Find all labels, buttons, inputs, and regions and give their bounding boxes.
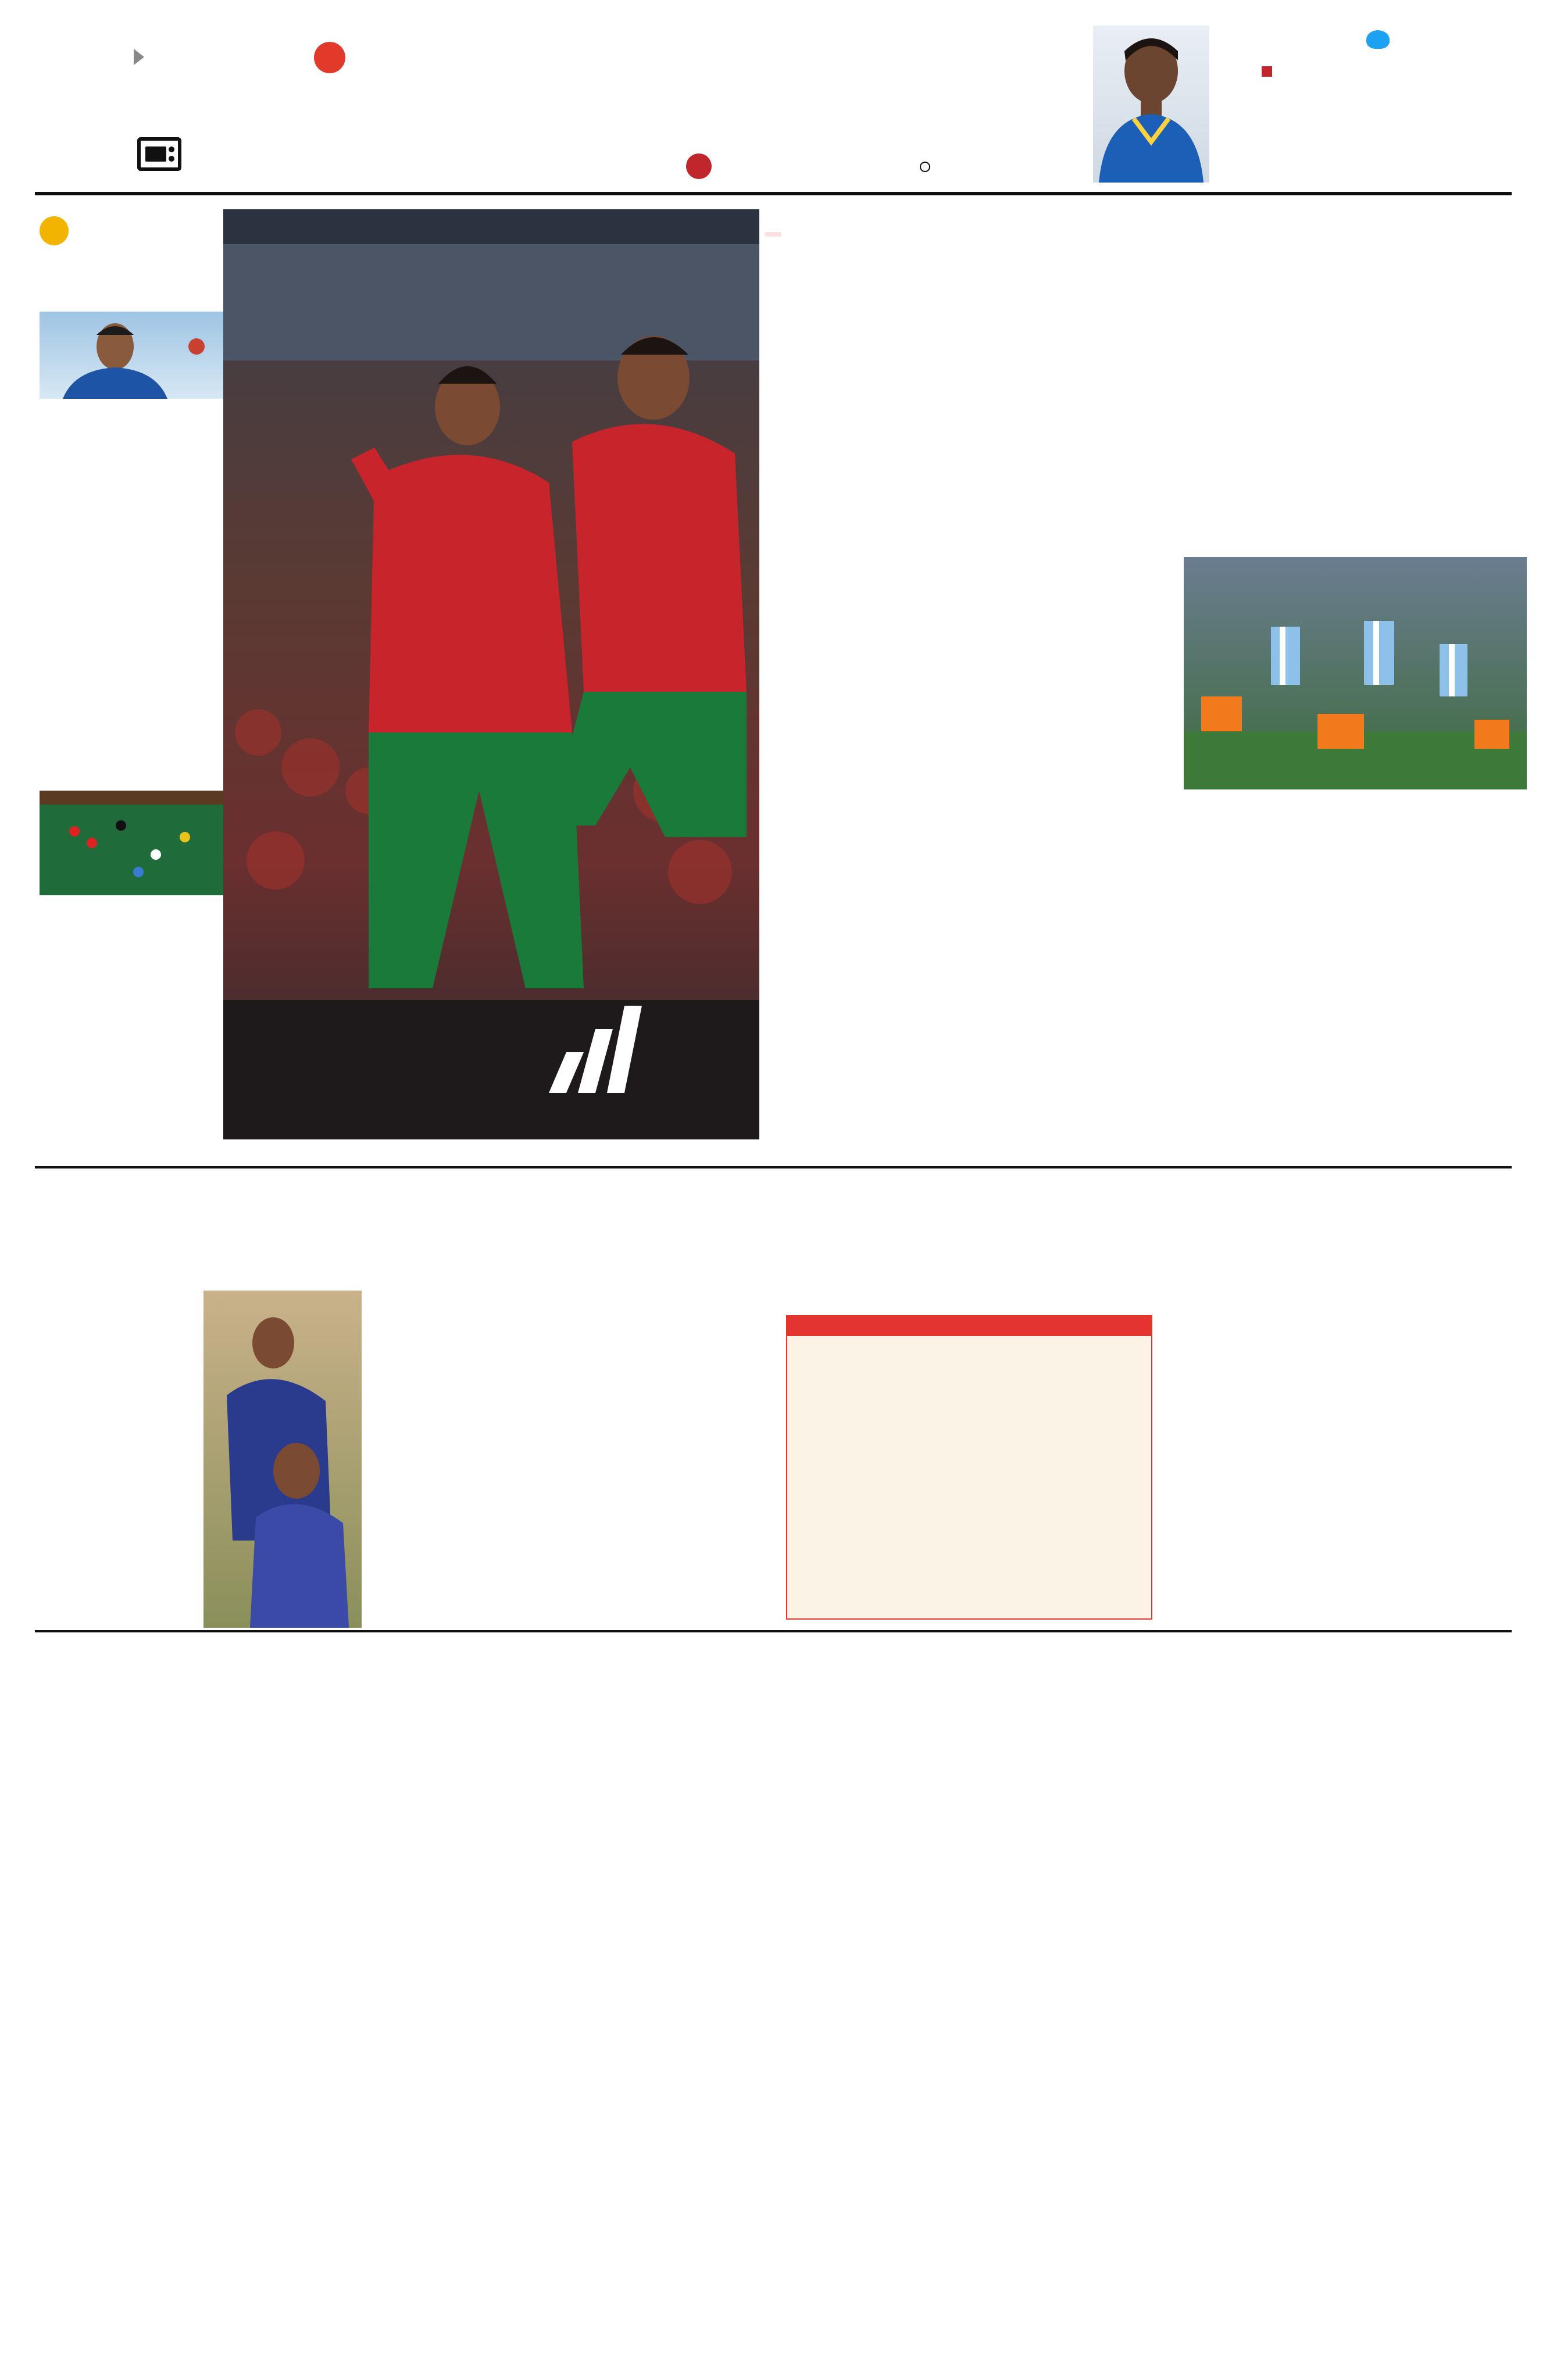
masthead-strip	[517, 157, 1076, 181]
brief-logo-s	[40, 216, 69, 245]
masthead-rule	[35, 192, 1512, 195]
fifa-body	[993, 489, 1162, 1152]
fifa-kicker-label	[765, 232, 781, 237]
brief-story1-body	[40, 406, 227, 720]
odi-body-2	[369, 1295, 533, 1621]
tv-icon	[137, 137, 181, 171]
tweet-block	[1262, 30, 1535, 187]
section-rule-1	[35, 1166, 1512, 1168]
scoreboard-title	[787, 1316, 1151, 1336]
odi-body-1	[36, 1337, 198, 1622]
wrestling-body-1	[603, 1723, 772, 1956]
ishan-kohli-photo	[203, 1291, 362, 1628]
wushu-body-2	[1351, 1295, 1523, 1622]
argentina-body-right	[1360, 831, 1526, 1148]
brief-story2-body	[40, 902, 227, 1193]
twitter-icon	[1366, 30, 1390, 49]
argentina-body-left	[1184, 874, 1349, 1148]
argentina-celebration-photo	[1184, 557, 1527, 789]
vs-badge	[314, 42, 345, 73]
futsal-body-2	[209, 1736, 384, 1956]
arrow-right-icon	[134, 49, 144, 65]
dipti-sharma-photo	[1093, 26, 1209, 183]
quote-icon	[1262, 66, 1272, 77]
section-rule-2	[35, 1630, 1512, 1632]
sports-brief-header	[40, 216, 226, 251]
morocco-celebration-photo	[223, 209, 759, 1139]
test-promo	[23, 35, 209, 186]
fifa-kicker	[765, 216, 1521, 249]
globe-icon	[920, 162, 930, 172]
snooker-photo	[40, 791, 227, 895]
wushu-body-1	[1167, 1339, 1340, 1622]
page-number	[686, 153, 712, 179]
futsal-body-1	[36, 1764, 199, 1956]
unadkat-photo	[40, 312, 227, 399]
scoreboard	[786, 1315, 1152, 1620]
kabaddi-body	[401, 1703, 576, 1956]
